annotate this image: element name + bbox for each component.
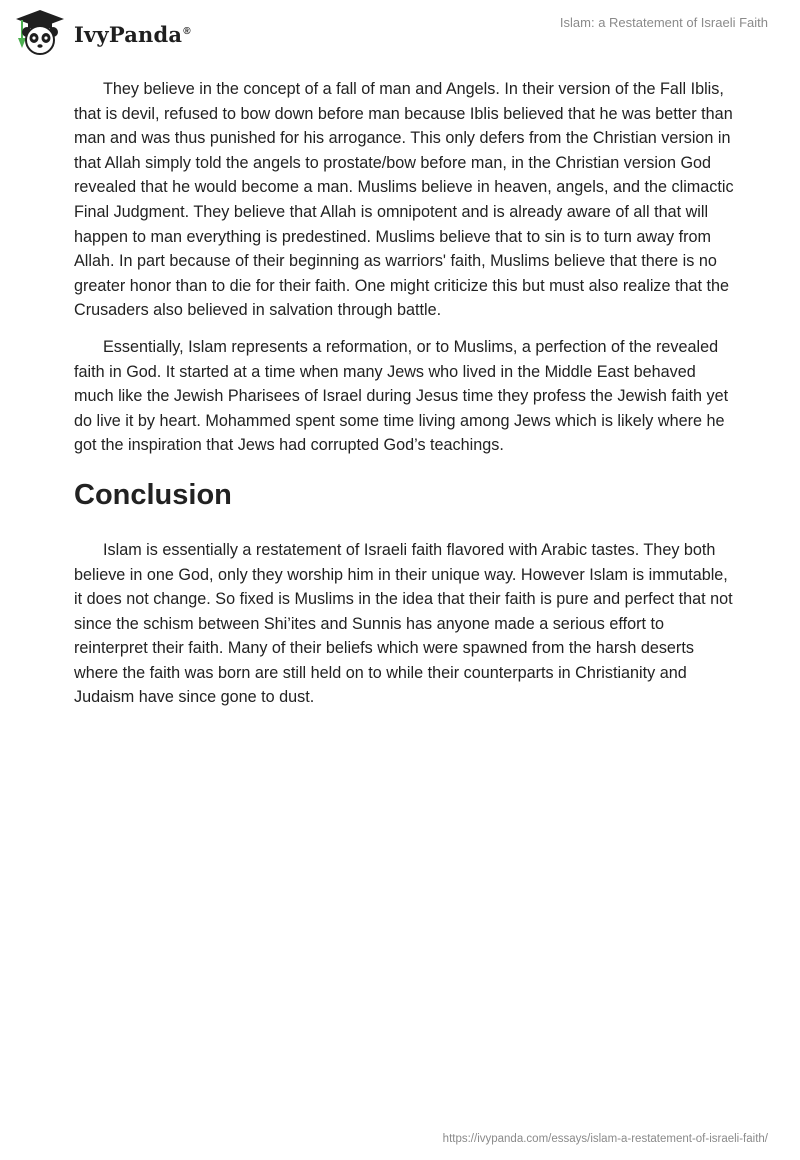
brand-name: IvyPanda® [74, 21, 191, 47]
page-header [0, 0, 800, 70]
document-title: Islam: a Restatement of Israeli Faith [559, 15, 768, 30]
registered-mark: ® [183, 25, 191, 37]
body-paragraph-1: They believe in the concept of a fall of man and Angels. In their version of the Fall Iblis, that is devil, refused to bow down before man because Iblis believed that he was better than man and was thus punished for his arrogance. This only defers from the Christian version in that Allah simply told the angels to prostate/bow before man, in the Christian version God revealed that he would become a man. Muslims believe in heaven, angels, and the climactic Final Judgment. They believe that Allah is omnipotent and is already aware of all that will happen to man everything is predestined. Muslims believe that to sin is to turn away from Allah. In part because of their beginning as warriors' faith, Muslims believe that there is no greater honor than to die for their faith. One might criticize this but must also realize that the Crusaders also believed in salvation through battle. [74, 80, 734, 320]
conclusion-paragraph: Islam is essentially a restatement of Israeli faith flavored with Arabic tastes. They both believe in one God, only they worship him in their unique way. However Islam is immutable, it does not change. So fixed is Muslims in the idea that their faith is pure and perfect that not since the schism between Shi’ites and Sunnis has anyone made a serious effort to reinterpret their faith. Many of their beliefs which were spawned from the harsh deserts where the faith was born are still held on to while their counterparts in Christianity and Judaism have since gone to dust. [74, 540, 733, 707]
essay-body [74, 77, 734, 722]
body-paragraph-2: Essentially, Islam represents a reformation, or to Muslims, a perfection of the revealed faith in God. It started at a time when many Jews who lived in the Middle East behaved much like the Jewish Pharisees of Israel during Jesus time they profess the Jewish faith yet do live it by heart. Mohammed spent some time living among Jews which is likely where he got the inspiration that Jews had corrupted God’s teachings. [74, 337, 729, 455]
panda-graduate-logo-icon [14, 8, 66, 56]
brand-logo[interactable] [14, 8, 191, 56]
source-url[interactable]: https://ivypanda.com/essays/islam-a-restatement-of-israeli-faith/ [442, 1133, 768, 1145]
conclusion-heading: Conclusion [74, 478, 232, 511]
